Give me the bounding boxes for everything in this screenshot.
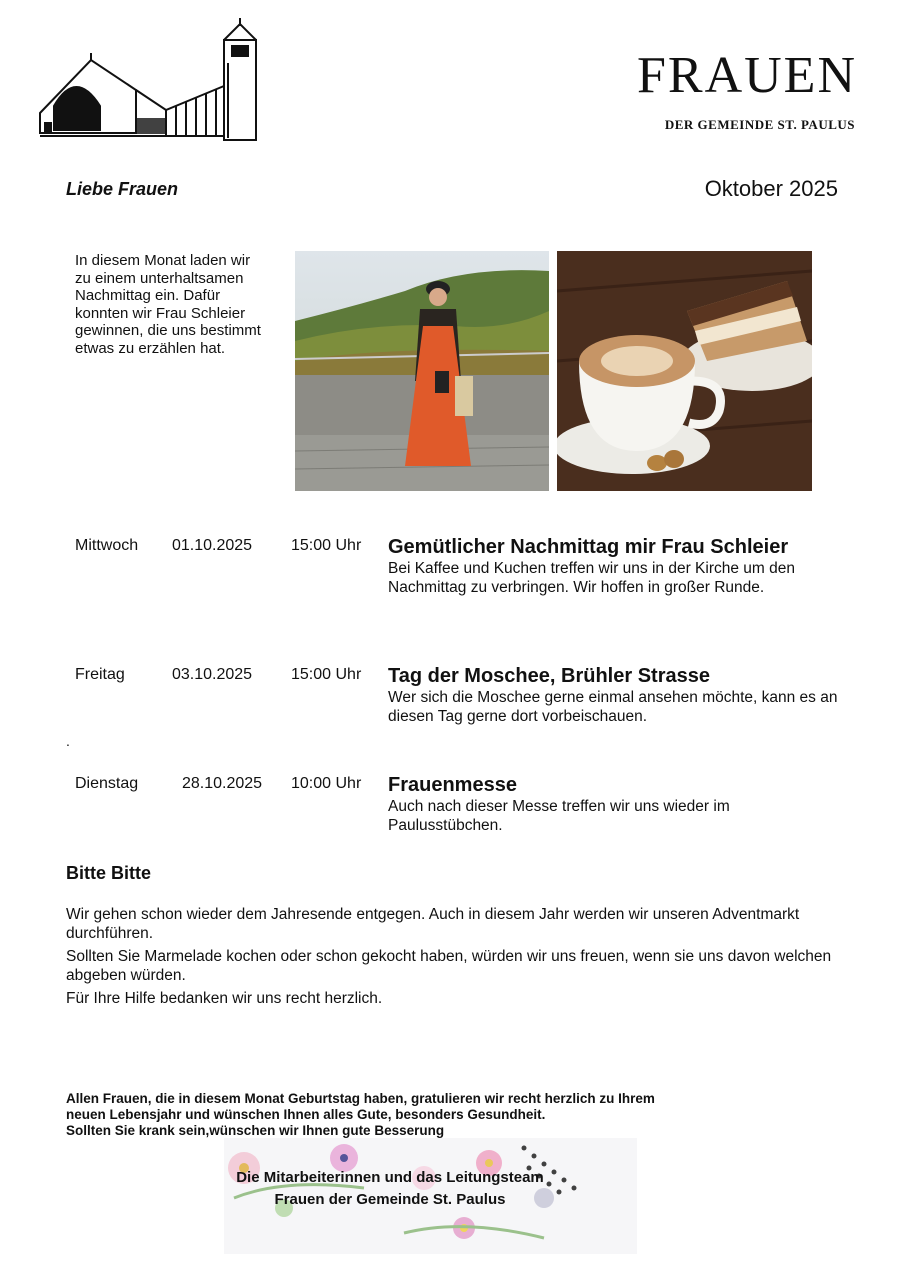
birthday-message [66,1091,846,1139]
event-3-title: Frauenmesse [388,774,517,796]
brand-subtitle: DER GEMEINDE ST. PAULUS [664,117,855,132]
signature-line-2: Frauen der Gemeinde St. Paulus [274,1191,506,1208]
event-3-day: Dienstag [75,775,139,792]
church-logo-icon [36,18,266,143]
event-1-desc: Bei Kaffee und Kuchen treffen wir uns in der Kirche um den Nachmittag zu verbringen. Wir hoffen in großer Runde. [388,560,795,596]
event-1-day: Mittwoch [75,537,139,554]
intro-text: In diesem Monat laden wir zu einem unterhaltsamen Nachmittag ein. Dafür konnten wir Frau Schleier gewinnen, die uns bestimmt etwas zu erzählen hat. [75,252,261,357]
event-2-title: Tag der Moschee, Brühler Strasse [388,665,710,687]
event-2-date: 03.10.2025 [172,666,253,683]
greeting: Liebe Frauen [66,179,179,199]
woman-photo [295,251,549,491]
request-heading: Bitte Bitte [66,863,151,883]
event-1-time: 15:00 Uhr [291,537,362,554]
event-3-desc: Auch nach dieser Messe treffen wir uns wieder im Paulusstübchen. [388,798,730,834]
birthday-line-2: neuen Lebensjahr und wünschen Ihnen alles Gute, besonders Gesundheit. [66,1107,546,1122]
stray-mark: . [66,733,70,749]
event-2-desc: Wer sich die Moschee gerne einmal ansehen möchte, kann es an diesen Tag gerne dort vorbeischauen. [388,689,838,725]
birthday-line-1: Allen Frauen, die in diesem Monat Geburtstag haben, gratulieren wir recht herzlich zu Ihrem [66,1091,655,1106]
event-2-time: 15:00 Uhr [291,666,362,683]
signature-line-1: Die Mitarbeiterinnen und das Leitungsteam [236,1169,544,1186]
event-2-day: Freitag [75,666,125,683]
request-paragraph-3: Für Ihre Hilfe bedanken wir uns recht herzlich. [66,990,383,1007]
request-paragraph-1: Wir gehen schon wieder dem Jahresende entgegen. Auch in diesem Jahr werden wir unseren Adventmarkt durchführen. [66,906,800,942]
request-paragraph-2: Sollten Sie Marmelade kochen oder schon gekocht haben, würden wir uns freuen, wenn sie uns davon welchen abgeben würden. [66,948,832,984]
event-1-date: 01.10.2025 [172,537,253,554]
event-3-date: 28.10.2025 [182,775,263,792]
event-3-time: 10:00 Uhr [291,775,362,792]
birthday-line-3: Sollten Sie krank sein,wünschen wir Ihnen gute Besserung [66,1123,445,1138]
month-label: Oktober 2025 [704,176,838,201]
brand-title: FRAUEN [636,47,857,104]
coffee-cake-photo [557,251,812,491]
event-1-title: Gemütlicher Nachmittag mir Frau Schleier [388,536,789,558]
